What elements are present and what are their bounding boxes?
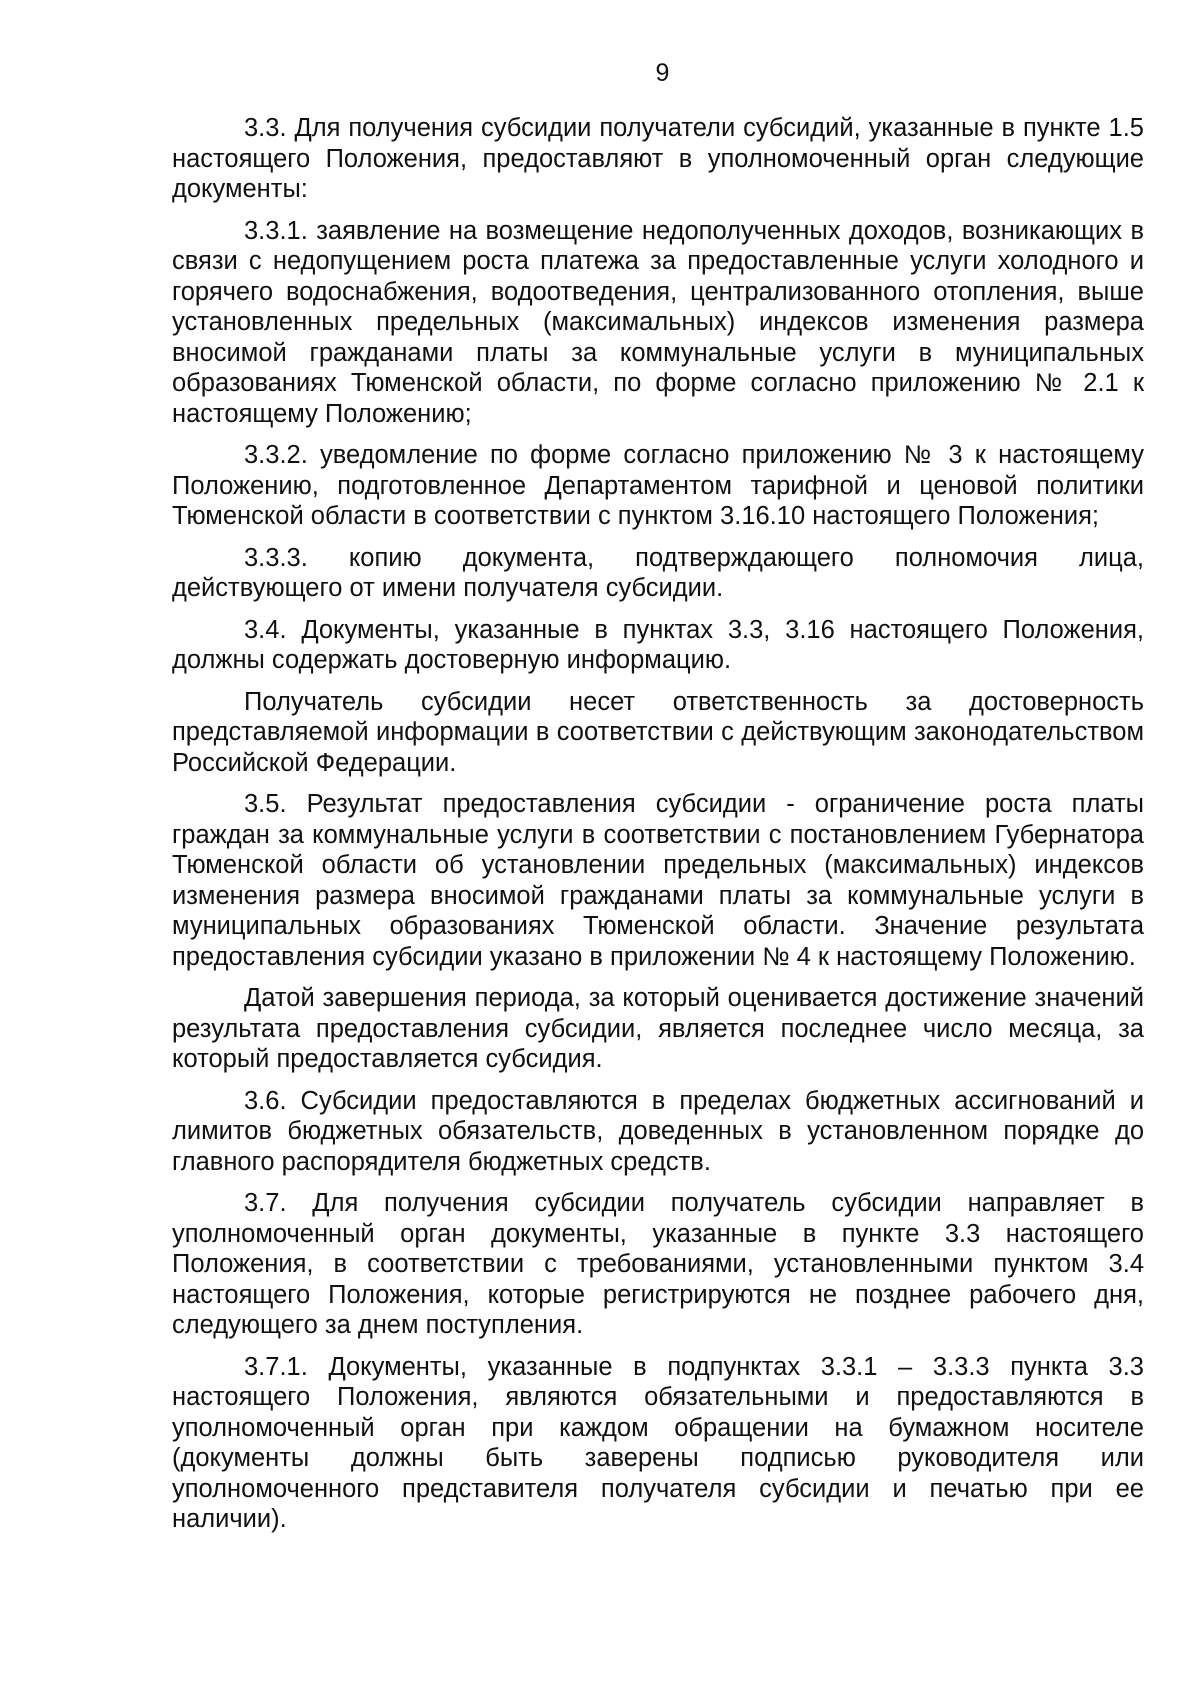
paragraph-completion-date: Датой завершения периода, за который оценивается достижение значений результата предоставления субсидии, является последнее число месяца, за который предоставляется субсидия. — [172, 984, 1144, 1073]
paragraph-3-3: 3.3. Для получения субсидии получатели субсидий, указанные в пункте 1.5 настоящего Положения, предоставляют в уполномоченный орган следующие документы: — [172, 114, 1144, 203]
paragraph-3-7-1: 3.7.1. Документы, указанные в подпунктах 3.3.1 – 3.3.3 пункта 3.3 настоящего Положения, являются обязательными и предоставляются в уполномоченный орган при каждом обращении на бумажном носителе (документы должны быть заверены подписью руководителя или уполномоченного представителя получателя субсидии и печатью при ее наличии). — [172, 1352, 1144, 1533]
paragraph-3-6: 3.6. Субсидии предоставляются в пределах бюджетных ассигнований и лимитов бюджетных обязательств, доведенных в установленном порядке до главного распорядителя бюджетных средств. — [172, 1086, 1144, 1176]
document-body — [172, 113, 1144, 1546]
page-number: 9 — [655, 59, 670, 87]
paragraph-3-3-1: 3.3.1. заявление на возмещение недополученных доходов, возникающих в связи с недопущением роста платежа за предоставленные услуги холодного и горячего водоснабжения, водоотведения, централизованного отопления, выше установленных предельных (максимальных) индексов изменения размера вносимой гражданами платы за коммунальные услуги в муниципальных образованиях Тюменской области, по форме согласно приложению № 2.1 к настоящему Положению; — [172, 216, 1144, 428]
paragraph-responsibility: Получатель субсидии несет ответственность за достоверность представляемой информации в соответствии с действующим законодательством Российской Федерации. — [172, 687, 1144, 777]
paragraph-3-7: 3.7. Для получения субсидии получатель субсидии направляет в уполномоченный орган документы, указанные в пункте 3.3 настоящего Положения, в соответствии с требованиями, установленными пунктом 3.4 настоящего Положения, которые регистрируются не позднее рабочего дня, следующего за днем поступления. — [172, 1189, 1144, 1339]
paragraph-3-3-2: 3.3.2. уведомление по форме согласно приложению № 3 к настоящему Положению, подготовленное Департаментом тарифной и ценовой политики Тюменской области в соответствии с пунктом 3.16.10 настоящего Положения; — [172, 441, 1144, 530]
paragraph-3-5: 3.5. Результат предоставления субсидии - ограничение роста платы граждан за коммунальные услуги в соответствии с постановлением Губернатора Тюменской области об установлении предельных (максимальных) индексов изменения размера вносимой гражданами платы за коммунальные услуги в муниципальных образованиях Тюменской области. Значение результата предоставления субсидии указано в приложении № 4 к настоящему Положению. — [172, 790, 1144, 971]
paragraph-3-4: 3.4. Документы, указанные в пунктах 3.3, 3.16 настоящего Положения, должны содержать достоверную информацию. — [172, 615, 1144, 674]
paragraph-3-3-3: 3.3.3. копию документа, подтверждающего полномочия лица, действующего от имени получателя субсидии. — [172, 543, 1144, 602]
